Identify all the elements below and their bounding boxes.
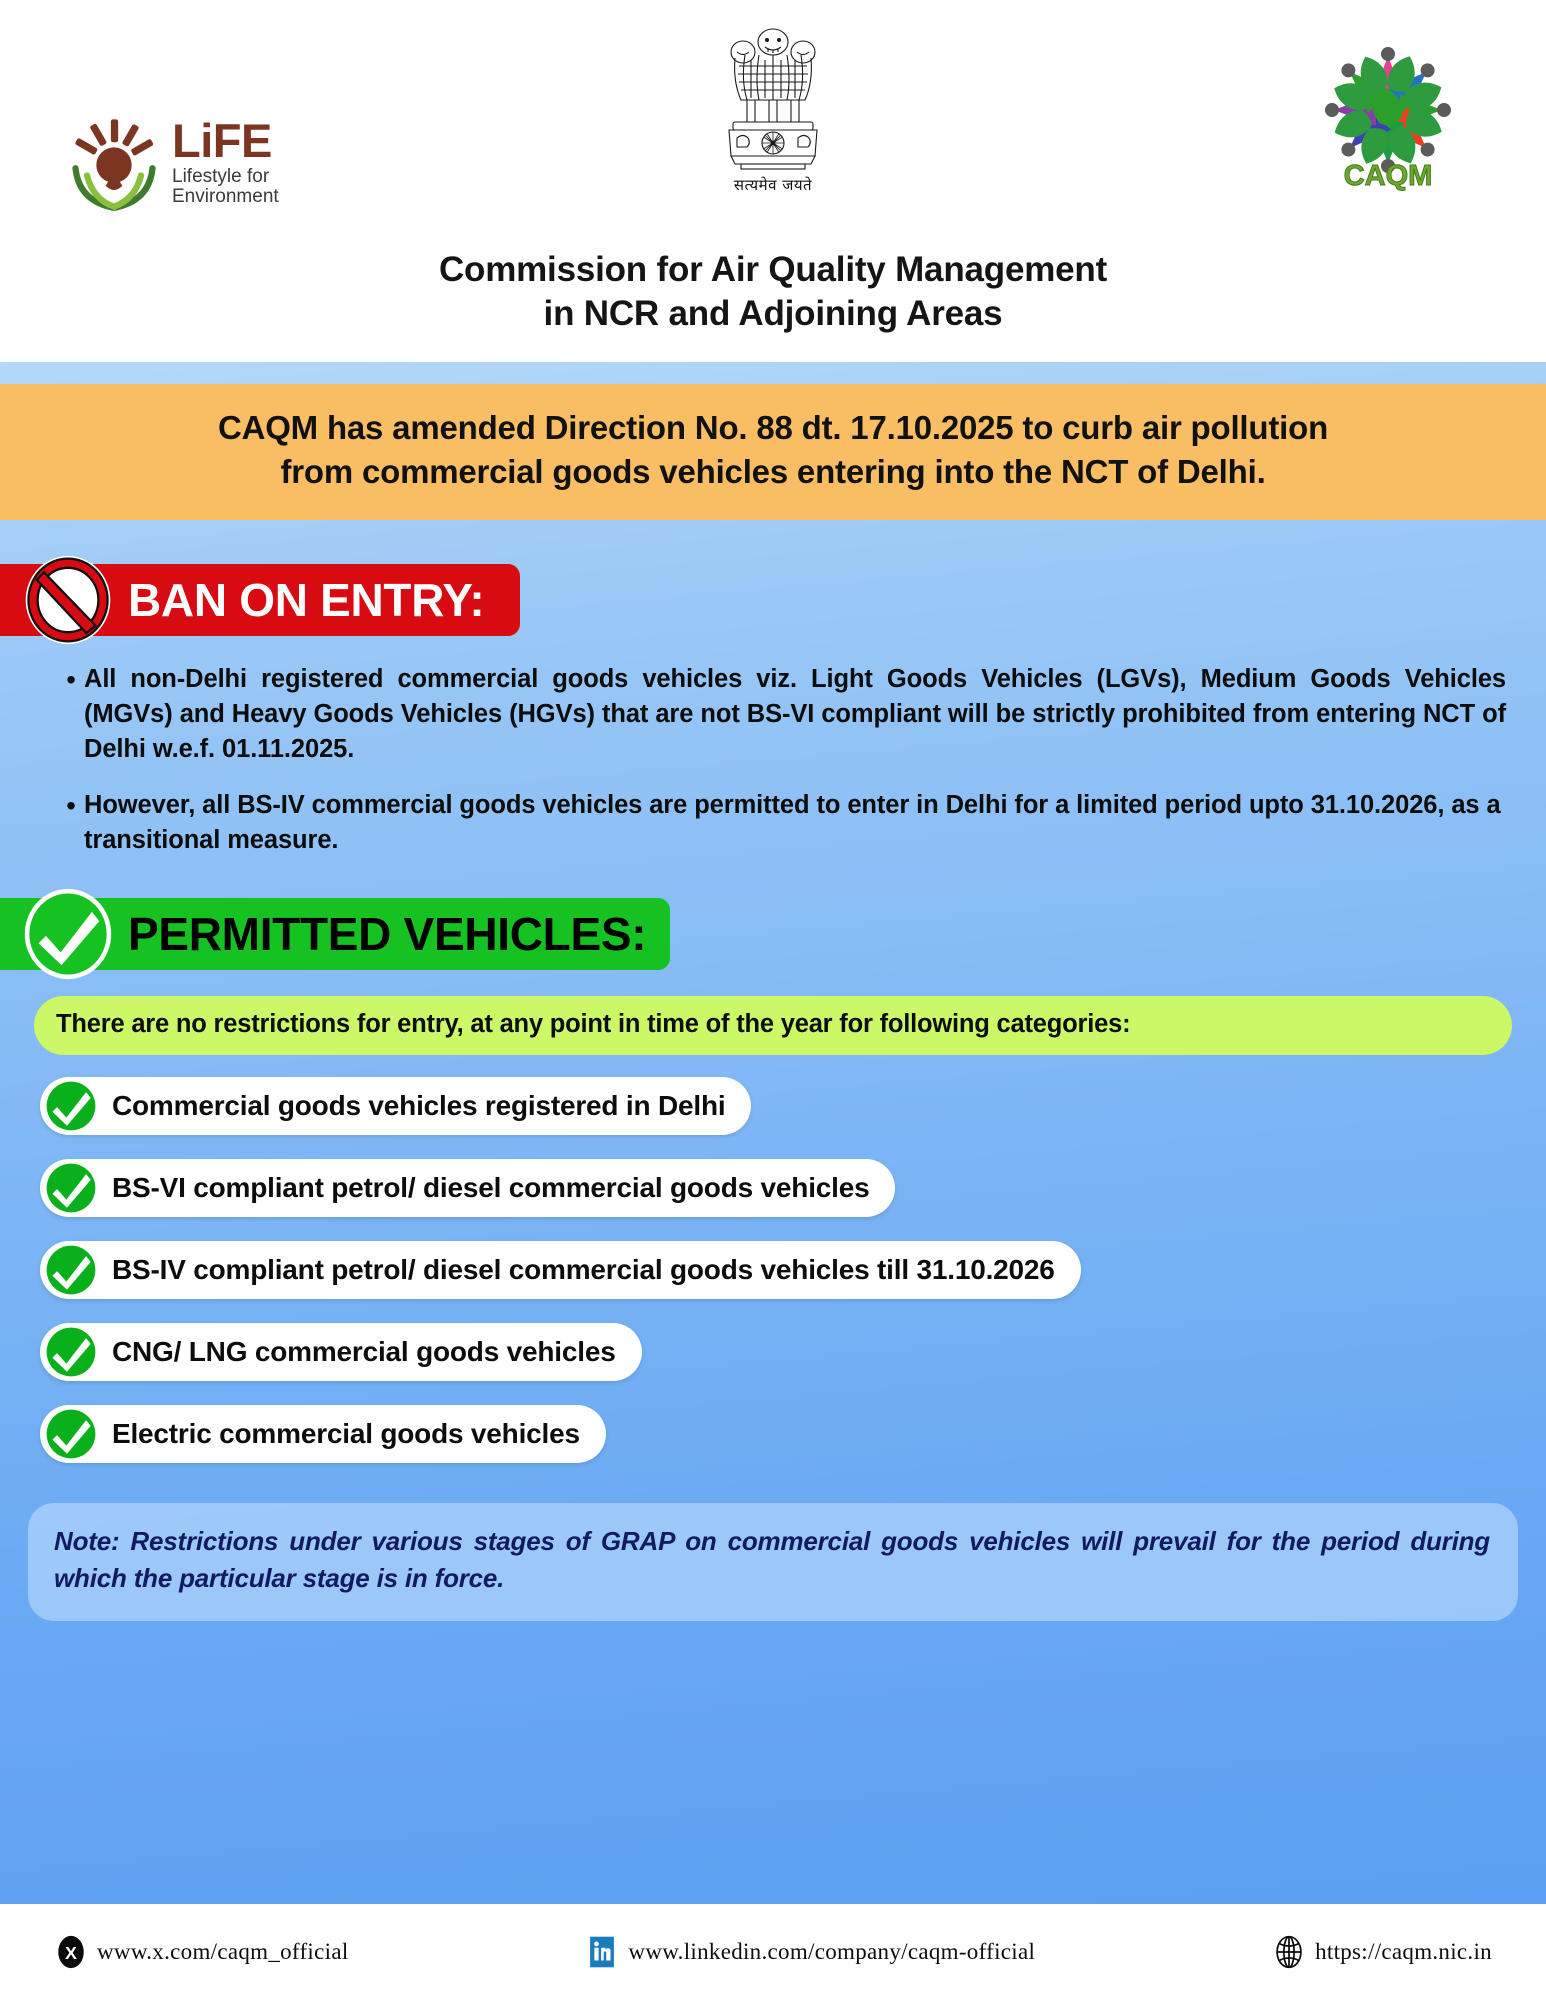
org-title-line2: in NCR and Adjoining Areas: [543, 294, 1003, 334]
permitted-checklist: [40, 1077, 1546, 1487]
footer-link-text: https://caqm.nic.in: [1315, 1939, 1492, 1964]
checklist-row: [40, 1159, 1546, 1241]
life-logo-text: [172, 114, 279, 207]
check-circle-icon: [42, 1077, 100, 1135]
linkedin-icon: [585, 1935, 619, 1969]
page-title: [0, 248, 1546, 336]
permitted-subtitle: There are no restrictions for entry, at any point in time of the year for following categories:: [34, 996, 1512, 1055]
list-item: [40, 1077, 751, 1135]
caqm-logo: [1308, 46, 1468, 211]
list-item: [40, 1405, 606, 1463]
permitted-item-label: Commercial goods vehicles registered in Delhi: [112, 1089, 726, 1121]
life-wordmark: LiFE: [172, 114, 272, 168]
emblem-motto: सत्यमेव जयते: [733, 176, 813, 194]
footer-link-linkedin[interactable]: [585, 1935, 1035, 1969]
bullet-dot-icon: •: [66, 664, 76, 696]
check-circle-icon: [42, 1405, 100, 1463]
permitted-item-label: Electric commercial goods vehicles: [112, 1417, 580, 1449]
life-tagline: Lifestyle for Environment: [172, 165, 279, 207]
checklist-row: [40, 1405, 1546, 1487]
list-item: [58, 788, 1506, 857]
footer-link-x[interactable]: [54, 1935, 349, 1969]
ban-on-entry-header: [0, 564, 520, 636]
checklist-row: [40, 1323, 1546, 1405]
no-entry-prohibition-icon: [22, 554, 114, 646]
permitted-item-label: BS-VI compliant petrol/ diesel commercial goods vehicles: [112, 1171, 870, 1203]
india-national-emblem-ashoka-lion-capital-icon: [715, 22, 831, 174]
life-logo: [62, 108, 322, 218]
caqm-circular-people-logo-icon: [1308, 46, 1468, 194]
list-item: [40, 1323, 642, 1381]
footer-link-text: www.linkedin.com/company/caqm-official: [628, 1939, 1036, 1964]
amendment-alert-banner: [0, 384, 1546, 520]
list-item: [40, 1159, 895, 1217]
permitted-item-label: BS-IV compliant petrol/ diesel commercial goods vehicles till 31.10.2026: [112, 1253, 1055, 1285]
check-circle-icon: [42, 1323, 100, 1381]
svg-text:CAQM: CAQM: [1343, 160, 1433, 192]
check-circle-icon: [42, 1241, 100, 1299]
check-circle-icon: [42, 1159, 100, 1217]
poster-header: [0, 0, 1546, 362]
ban-bullet-text: All non-Delhi registered commercial goods vehicles viz. Light Goods Vehicles (LGVs), Medium Goods Vehicles (MGVs) and Heavy Goods Vehicles (HGVs) that are not BS-VI compliant will be strictly prohibited from entering NCT of Delhi w.e.f. 01.11.2025.: [84, 665, 1506, 763]
ban-bullets: [58, 662, 1506, 857]
list-item: [58, 662, 1506, 766]
poster-footer: [0, 1904, 1546, 2000]
life-sun-leaf-logo-icon: [62, 111, 166, 215]
svg-text:X: X: [65, 1942, 77, 1963]
footer-link-text: www.x.com/caqm_official: [97, 1939, 349, 1964]
permitted-vehicles-header: [0, 898, 670, 970]
ban-on-entry-title: BAN ON ENTRY:: [128, 574, 485, 627]
ban-bullet-text: However, all BS-IV commercial goods vehicles are permitted to enter in Delhi for a limited period upto 31.10.2026, as a transitional measure.: [84, 791, 1501, 855]
permitted-item-label: CNG/ LNG commercial goods vehicles: [112, 1335, 616, 1367]
check-circle-icon: [22, 888, 114, 980]
grap-note: Note: Restrictions under various stages of GRAP on commercial goods vehicles will prevail for the period during which the particular stage is in force.: [28, 1503, 1518, 1621]
permitted-vehicles-title: PERMITTED VEHICLES:: [128, 907, 647, 960]
checklist-row: [40, 1241, 1546, 1323]
globe-icon: [1272, 1935, 1306, 1969]
x-twitter-icon: [54, 1935, 88, 1969]
list-item: [40, 1241, 1081, 1299]
national-emblem: [698, 22, 848, 195]
org-title-line1: Commission for Air Quality Management: [438, 250, 1108, 289]
alert-line2: from commercial goods vehicles entering into the NCT of Delhi.: [280, 453, 1266, 491]
bullet-dot-icon: •: [66, 790, 76, 822]
footer-link-website[interactable]: [1272, 1935, 1492, 1969]
checklist-row: [40, 1077, 1546, 1159]
alert-line1: CAQM has amended Direction No. 88 dt. 17.10.2025 to curb air pollution: [217, 409, 1329, 446]
poster-body: [0, 362, 1546, 1904]
